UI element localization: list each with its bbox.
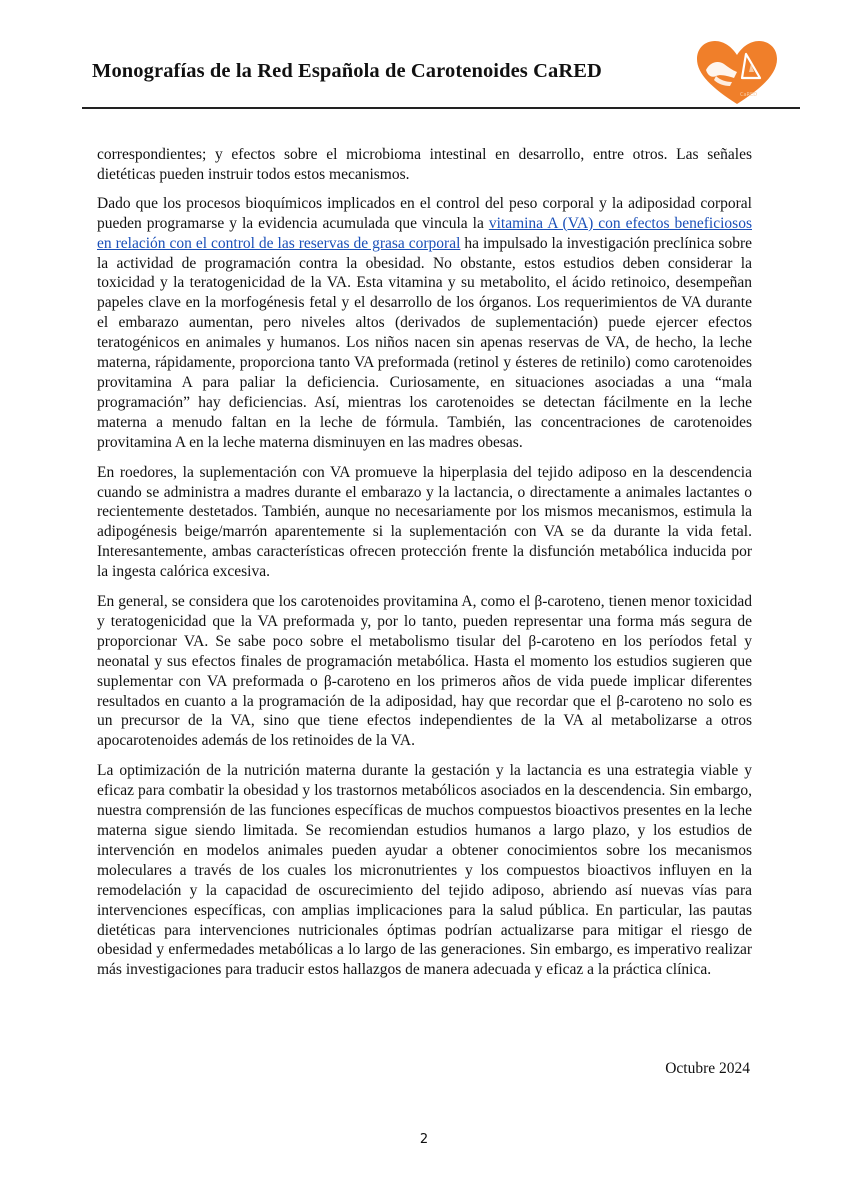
page-header-title: Monografías de la Red Española de Carotenoides CaRED xyxy=(92,60,602,82)
document-date: Octubre 2024 xyxy=(665,1060,750,1077)
paragraph: correspondientes; y efectos sobre el microbioma intestinal en desarrollo, entre otros. Las señales dietéticas pueden instruir todos estos mecanismos. xyxy=(97,146,752,183)
header-divider xyxy=(82,107,800,109)
svg-text:CaRED: CaRED xyxy=(740,92,758,98)
paragraph: En general, se considera que los carotenoides provitamina A, como el β-caroteno, tienen menor toxicidad y teratogenicidad que la VA preformada y, por lo tanto, pueden representar una forma más segura de proporcionar VA. Se sabe poco sobre el metabolismo tisular del β-caroteno en los períodos fetal y neonatal y sus efectos finales de programación metabólica. Hasta el momento los estudios sugieren que suplementar con VA preformada o β-caroteno en los primeros años de vida puede implicar diferentes resultados en cuanto a la programación de la adiposidad, hay que recordar que el β-caroteno no solo es un precursor de la VA, sino que tiene efectos independientes de la VA al metabolizarse a otros apocarotenoides además de los retinoides de la VA. xyxy=(97,593,752,750)
paragraph xyxy=(97,194,752,453)
paragraph: En roedores, la suplementación con VA promueve la hiperplasia del tejido adiposo en la descendencia cuando se administra a madres durante el embarazo y la lactancia, o directamente a animales lactantes o recientemente destetados. También, aunque no necesariamente por los mismos mecanismos, estimula la adipogénesis beige/marrón aparentemente si la suplementación con VA se da durante la vida fetal. Interesantemente, ambas características ofrecen protección frente la disfunción metabólica inducida por la ingesta calórica excesiva. xyxy=(97,463,752,581)
document-body xyxy=(97,145,752,990)
vitamin-a-link[interactable]: vitamina A (VA) con efectos beneficiosos en relación con el control de las reservas de grasa corporal xyxy=(97,214,752,252)
heart-hands-logo-icon xyxy=(694,40,780,106)
paragraph-text: Dado que los procesos bioquímicos implicados en el control del peso corporal y la adiposidad corporal pueden programarse y la evidencia acumulada que vincula la xyxy=(97,194,752,232)
paragraph-text: ha impulsado la investigación preclínica sobre la actividad de programación contra la obesidad. No obstante, estos estudios deben considerar la toxicidad y la teratogenicidad de la VA. Esta vitamina y su metabolito, el ácido retinoico, desempeñan papeles clave en la morfogénesis fetal y el desarrollo de los órganos. Los requerimientos de VA durante el embarazo aumentan, pero niveles altos (derivados de suplementación) puede ejercer efectos teratogénicos en animales y humanos. Los niños nacen sin apenas reservas de VA, de hecho, la leche materna, rápidamente, proporciona tanto VA preformada (retinol y ésteres de retinilo) como carotenoides provitamina A para paliar la deficiencia. Curiosamente, en situaciones asociadas a una “mala programación” hay deficiencias. Así, mientras los carotenoides se detectan fácilmente en la leche materna a menudo faltan en la leche de fórmula. También, las concentraciones de carotenoides provitamina A en la leche materna disminuyen en las madres obesas. xyxy=(97,234,752,451)
page-number: 2 xyxy=(419,1132,429,1147)
paragraph: La optimización de la nutrición materna durante la gestación y la lactancia es una estrategia viable y eficaz para combatir la obesidad y los trastornos metabólicos asociados en la descendencia. Sin embargo, nuestra comprensión de las funciones específicas de muchos compuestos bioactivos presentes en la leche materna sigue siendo limitada. Se recomiendan estudios humanos a largo plazo, y los estudios de intervención en modelos animales pueden ayudar a obtener conocimientos sobre los mecanismos moleculares a través de los cuales los micronutrientes y los compuestos bioactivos influyen en la remodelación y la capacidad de oscurecimiento del tejido adiposo, abriendo así nuevas vías para intervenciones específicas, con amplias implicaciones para la salud pública. En particular, las pautas dietéticas para intervenciones nutricionales óptimas podrían actualizarse para mitigar el riesgo de obesidad y enfermedades metabólicas a lo largo de las generaciones. Sin embargo, es imperativo realizar más investigaciones para traducir estos hallazgos de manera adecuada y eficaz a la práctica clínica. xyxy=(97,762,752,979)
